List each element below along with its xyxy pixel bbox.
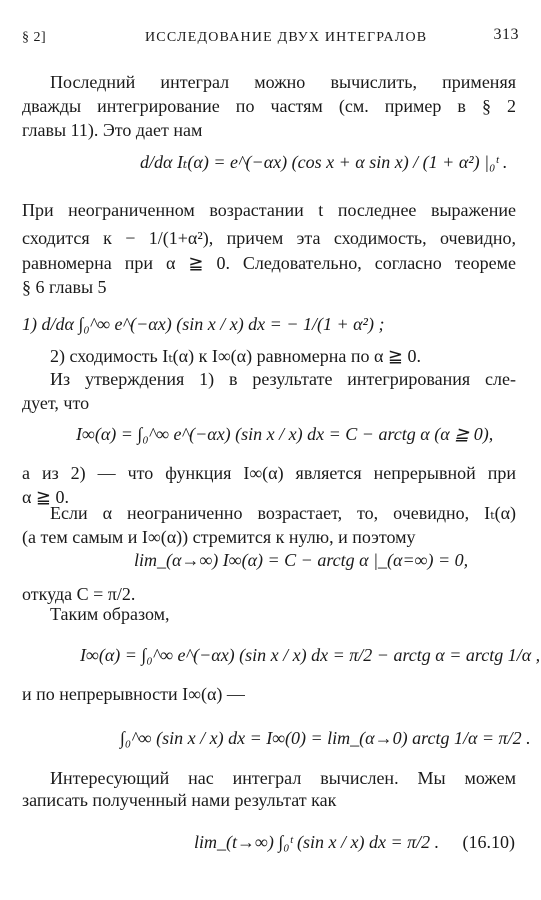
text-line: Последний интеграл можно вычислить, применяя (50, 72, 516, 92)
text-line: откуда C = π/2. (22, 584, 136, 604)
text-line: При неограниченном возрастании t последнее выражение (22, 200, 516, 220)
equation-number: (16.10) (462, 832, 515, 852)
text-line: равномерна при α ≧ 0. Следовательно, согласно теореме (22, 253, 516, 273)
page-number: 313 (493, 26, 519, 43)
text-line: 2) сходимость Iₜ(α) к I∞(α) равномерна по α ≧ 0. (50, 346, 422, 366)
formula-integral-c: I∞(α) = ∫₀^∞ e^(−αx) (sin x / x) dx = C − arctg α (α ≧ 0), (76, 424, 494, 444)
text-line: дважды интегрирование по частям (см. пример в § 2 (22, 96, 516, 116)
formula-final: lim_(t→∞) ∫₀ᵗ (sin x / x) dx = π/2 . (194, 832, 440, 852)
formula-result: I∞(α) = ∫₀^∞ e^(−αx) (sin x / x) dx = π/2 − arctg α = arctg 1/α , (80, 645, 541, 665)
running-title: ИССЛЕДОВАНИЕ ДВУХ ИНТЕГРАЛОВ (145, 30, 428, 45)
text-line: а из 2) — что функция I∞(α) является непрерывной при (22, 463, 516, 483)
text-line: записать полученный нами результат как (22, 790, 337, 810)
formula-statement-1: 1) d/dα ∫₀^∞ e^(−αx) (sin x / x) dx = − 1/(1 + α²) ; (22, 314, 385, 334)
text-line: главы 11). Это дает нам (22, 120, 203, 140)
section-label: § 2] (22, 30, 47, 45)
formula-dirichlet: ∫₀^∞ (sin x / x) dx = I∞(0) = lim_(α→0) arctg 1/α = π/2 . (120, 728, 531, 748)
text-line: (а тем самым и I∞(α)) стремится к нулю, и поэтому (22, 527, 416, 547)
text-line: дует, что (22, 393, 90, 413)
formula-limit: lim_(α→∞) I∞(α) = C − arctg α |_(α=∞) = 0, (134, 550, 469, 570)
text-line: α ≧ 0. (22, 487, 70, 507)
text-line: Если α неограниченно возрастает, то, очевидно, Iₜ(α) (50, 503, 516, 523)
formula-derivative: d/dα Iₜ(α) = e^(−αx) (cos x + α sin x) / (1 + α²) |₀ᵗ . (140, 152, 508, 172)
text-line: сходится к − 1/(1+α²), причем эта сходимость, очевидно, (22, 228, 516, 248)
text-line: Интересующий нас интеграл вычислен. Мы можем (50, 768, 516, 788)
text-line: и по непрерывности I∞(α) — (22, 684, 245, 704)
text-line: Из утверждения 1) в результате интегрирования сле- (50, 369, 516, 389)
text-line: § 6 главы 5 (22, 277, 107, 297)
text-line: Таким образом, (50, 604, 170, 624)
